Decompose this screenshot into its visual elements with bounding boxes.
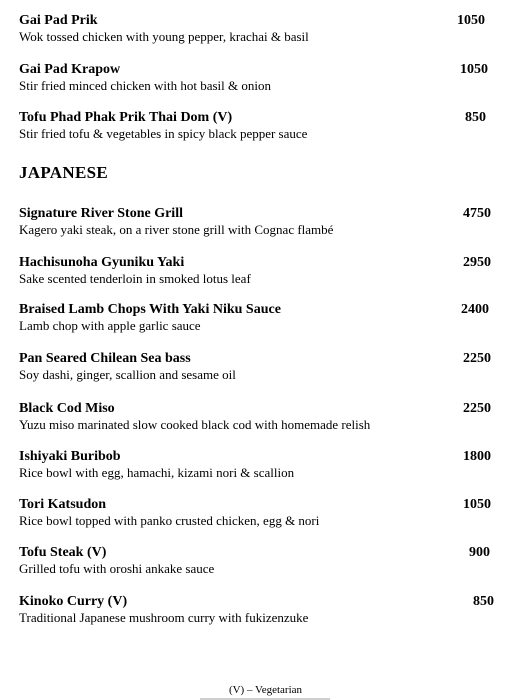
item-name: Ishiyaki Buribob xyxy=(19,449,121,464)
item-description: Rice bowl topped with panko crusted chicken, egg & nori xyxy=(19,513,320,528)
item-name: Gai Pad Prik xyxy=(19,13,98,28)
item-price: 2950 xyxy=(463,255,491,270)
item-price: 1050 xyxy=(463,497,491,512)
item-price: 900 xyxy=(469,545,490,560)
item-name: Tofu Steak (V) xyxy=(19,545,107,560)
item-description: Kagero yaki steak, on a river stone grill with Cognac flambé xyxy=(19,222,334,237)
item-price: 2250 xyxy=(463,351,491,366)
item-description: Traditional Japanese mushroom curry with fukizenzuke xyxy=(19,610,309,625)
item-name: Kinoko Curry (V) xyxy=(19,594,128,609)
item-name: Tori Katsudon xyxy=(19,497,107,512)
item-name: Signature River Stone Grill xyxy=(19,206,183,221)
item-name: Tofu Phad Phak Prik Thai Dom (V) xyxy=(19,110,233,125)
item-price: 1800 xyxy=(463,449,491,464)
item-price: 850 xyxy=(473,594,494,609)
section-heading-japanese: JAPANESE xyxy=(19,163,108,182)
item-price: 1050 xyxy=(460,62,488,77)
item-name: Hachisunoha Gyuniku Yaki xyxy=(19,255,185,270)
item-description: Wok tossed chicken with young pepper, krachai & basil xyxy=(19,29,309,44)
item-price: 2400 xyxy=(461,302,489,317)
item-description: Grilled tofu with oroshi ankake sauce xyxy=(19,561,215,576)
item-description: Rice bowl with egg, hamachi, kizami nori & scallion xyxy=(19,465,295,480)
item-price: 850 xyxy=(465,110,486,125)
vegetarian-footnote: (V) – Vegetarian xyxy=(228,684,303,696)
item-description: Soy dashi, ginger, scallion and sesame oil xyxy=(19,367,236,382)
item-price: 2250 xyxy=(463,401,491,416)
item-description: Yuzu miso marinated slow cooked black cod with homemade relish xyxy=(19,417,371,432)
item-description: Sake scented tenderloin in smoked lotus leaf xyxy=(19,271,251,286)
item-name: Black Cod Miso xyxy=(19,401,115,416)
item-price: 4750 xyxy=(463,206,491,221)
item-name: Gai Pad Krapow xyxy=(19,62,121,77)
item-name: Pan Seared Chilean Sea bass xyxy=(19,351,191,366)
item-name: Braised Lamb Chops With Yaki Niku Sauce xyxy=(19,302,281,317)
item-price: 1050 xyxy=(457,13,485,28)
item-description: Stir fried minced chicken with hot basil & onion xyxy=(19,78,272,93)
item-description: Lamb chop with apple garlic sauce xyxy=(19,318,201,333)
item-description: Stir fried tofu & vegetables in spicy black pepper sauce xyxy=(19,126,308,141)
